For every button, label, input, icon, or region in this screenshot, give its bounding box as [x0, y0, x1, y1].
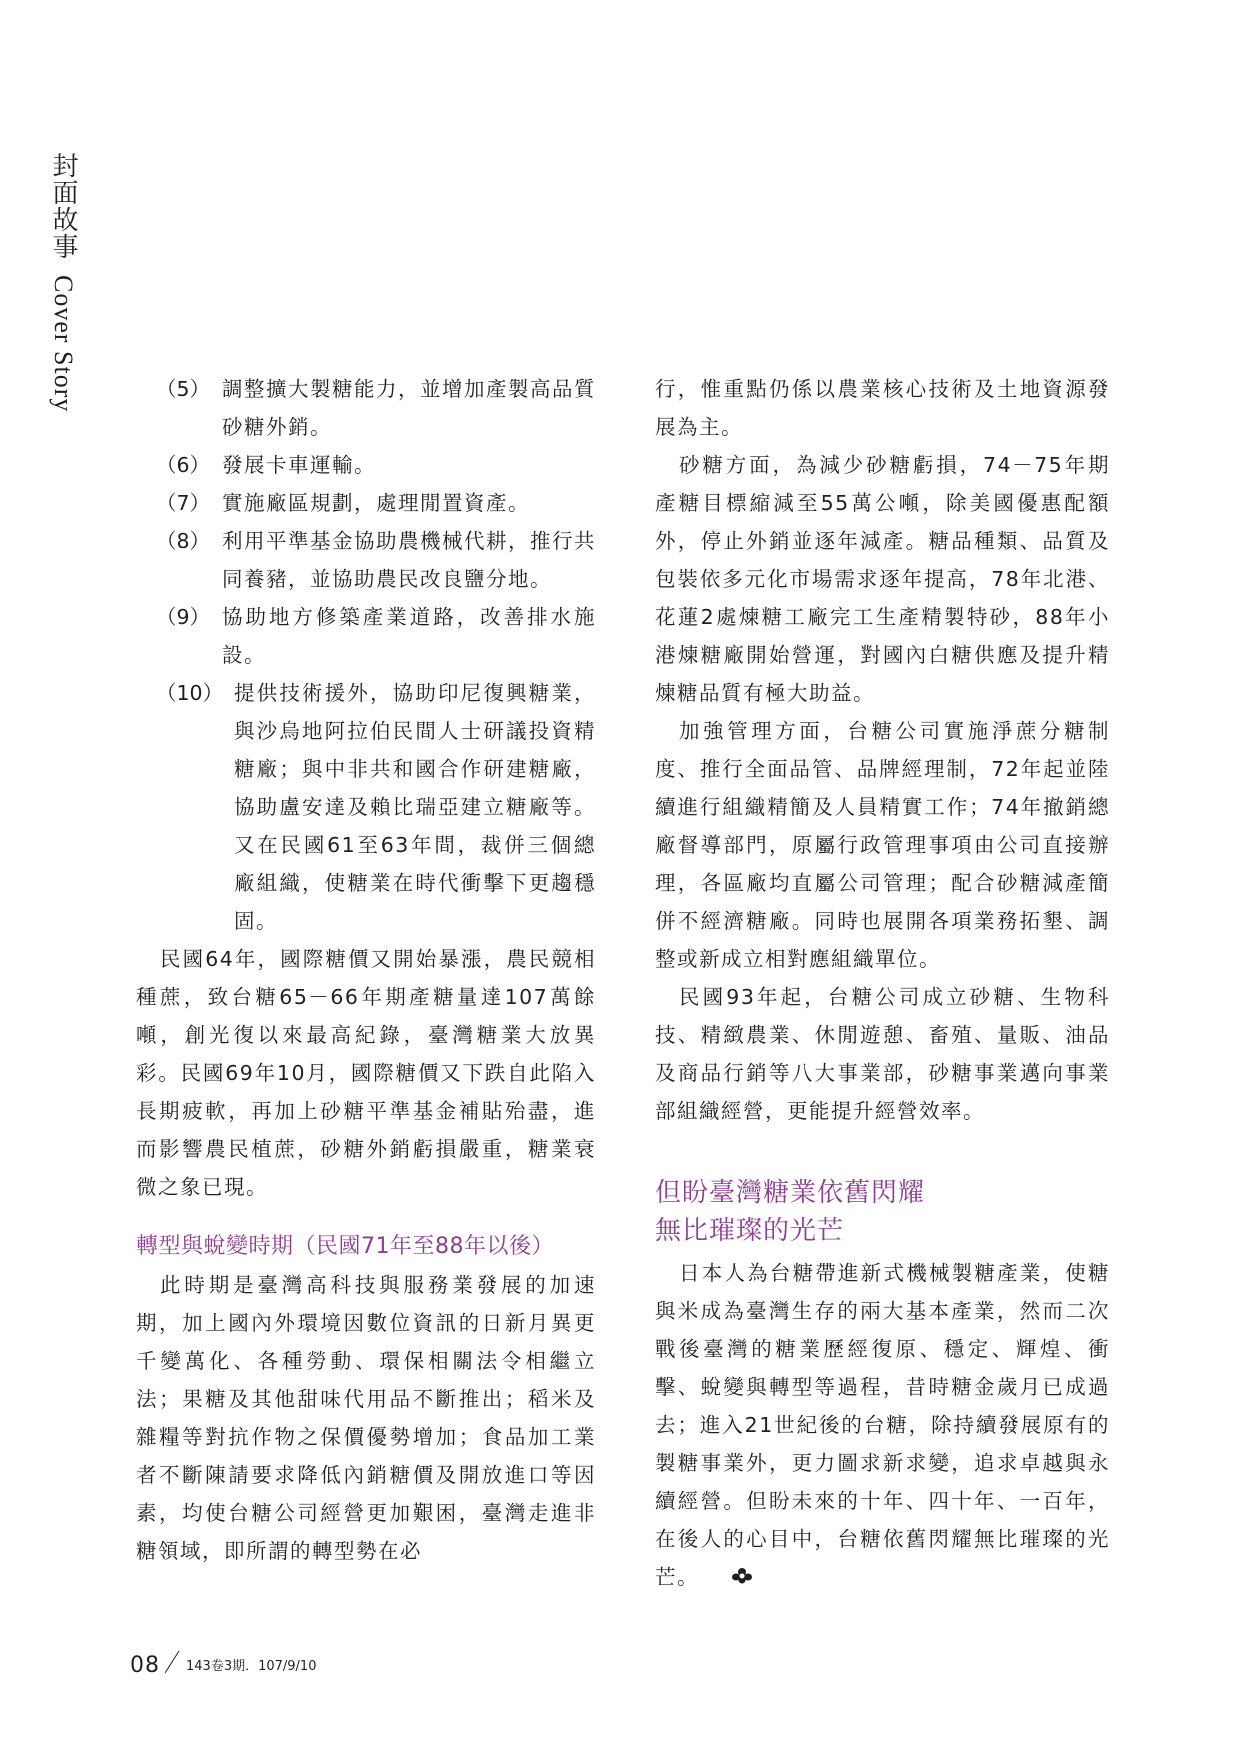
list-item — [136, 446, 596, 484]
page-footer — [130, 1650, 316, 1678]
list-item-text: 利用平準基金協助農機械代耕，推行共同養豬，並協助農民改良鹽分地。 — [222, 529, 596, 591]
issue-info: 143卷3期．107/9/10 — [186, 1659, 317, 1674]
list-item — [136, 522, 596, 598]
body-paragraph: 砂糖方面，為減少砂糖虧損，74－75年期產糖目標縮減至55萬公噸，除美國優惠配額外，停止外銷並逐年減產。糖品種類、品質及包裝依多元化市場需求逐年提高，78年北港、花蓮2處煉糖工廠完工生產精製特砂，88年小港煉糖廠開始營運，對國內白糖供應及提升精煉糖品質有極大助益。 — [655, 453, 1110, 705]
list-item-text: 提供技術援外，協助印尼復興糖業，與沙烏地阿拉伯民間人士研議投資精糖廠；與中非共和國合作研建糖廠，協助盧安達及賴比瑞亞建立糖廠等。又在民國61至63年間，裁併三個總廠組織，使糖業在時代衝擊下更趨穩固。 — [234, 681, 596, 933]
list-item-text: 實施廠區規劃，處理閒置資產。 — [222, 491, 530, 515]
list-item-text: 發展卡車運輸。 — [222, 453, 376, 477]
section-label-en: Cover Story — [49, 275, 78, 413]
list-item-text: 調整擴大製糖能力，並增加產製高品質砂糖外銷。 — [222, 377, 596, 439]
section-label — [50, 152, 76, 413]
list-item-number: （5） — [156, 377, 211, 401]
section-heading-line-2: 無比璀璨的光芒 — [655, 1216, 845, 1246]
footer-divider — [164, 1650, 180, 1678]
list-item — [136, 370, 596, 446]
body-paragraph: 加強管理方面，台糖公司實施淨蔗分糖制度、推行全面品管、品牌經理制，72年起並陸續進行組織精簡及人員精實工作；74年撤銷總廠督導部門，原屬行政管理事項由公司直接辦理，各區廠均直屬公司管理；配合砂糖減產簡併不經濟糖廠。同時也展開各項業務拓墾、調整或新成立相對應組織單位。 — [655, 719, 1110, 971]
section-heading: 轉型與蛻變時期（民國71年至88年以後） — [136, 1234, 554, 1259]
flower-end-icon — [707, 1559, 753, 1597]
body-paragraph: 此時期是臺灣高科技與服務業發展的加速期，加上國內外環境因數位資訊的日新月異更千變萬化、各種勞動、環保相關法令相繼立法；果糖及其他甜味代用品不斷推出；稻米及雜糧等對抗作物之保價優勢增加；食品加工業者不斷陳請要求降低內銷糖價及開放進口等因素，均使台糖公司經營更加艱困，臺灣走進非糖領域，即所謂的轉型勢在必 — [136, 1273, 596, 1563]
list-item-number: （7） — [156, 491, 211, 515]
closing-paragraph-text: 日本人為台糖帶進新式機械製糖產業，使糖與米成為臺灣生存的兩大基本產業，然而二次戰後臺灣的糖業歷經復原、穩定、輝煌、衝擊、蛻變與轉型等過程，昔時糖金歲月已成過去；進入21世紀後的台糖，除持續發展原有的製糖事業外，更力圖求新求變，追求卓越與永續經營。但盼未來的十年、四十年、一百年，在後人的心目中，台糖依舊閃耀無比璀璨的光芒。 — [655, 1261, 1110, 1589]
list-item-number: （8） — [156, 529, 211, 553]
list-item — [136, 674, 596, 940]
section-label-zh: 封面故事 — [48, 152, 78, 260]
list-item — [136, 484, 596, 522]
list-item-text: 協助地方修築產業道路，改善排水施設。 — [222, 605, 596, 667]
body-paragraph: 行，惟重點仍係以農業核心技術及土地資源發展為主。 — [655, 377, 1110, 439]
page-number: 08 — [130, 1653, 160, 1678]
body-paragraph — [655, 1254, 1110, 1597]
section-heading — [655, 1174, 1110, 1250]
body-paragraph: 民國64年，國際糖價又開始暴漲，農民競相種蔗，致台糖65－66年期產糖量達107萬餘噸，創光復以來最高紀錄，臺灣糖業大放異彩。民國69年10月，國際糖價又下跌自此陷入長期疲軟，再加上砂糖平準基金補貼殆盡，進而影響農民植蔗，砂糖外銷虧損嚴重，糖業衰微之象已現。 — [136, 947, 596, 1199]
list-item-number: （6） — [156, 453, 211, 477]
section-heading-line-1: 但盼臺灣糖業依舊閃耀 — [655, 1178, 926, 1208]
list-item-number: （9） — [156, 605, 211, 629]
body-paragraph: 民國93年起，台糖公司成立砂糖、生物科技、精緻農業、休閒遊憩、畜殖、量販、油品及商品行銷等八大事業部，砂糖事業邁向事業部組織經營，更能提升經營效率。 — [655, 985, 1110, 1123]
list-item — [136, 598, 596, 674]
list-item-number: （10） — [156, 681, 224, 705]
left-column — [136, 370, 596, 1570]
right-column — [655, 370, 1110, 1597]
